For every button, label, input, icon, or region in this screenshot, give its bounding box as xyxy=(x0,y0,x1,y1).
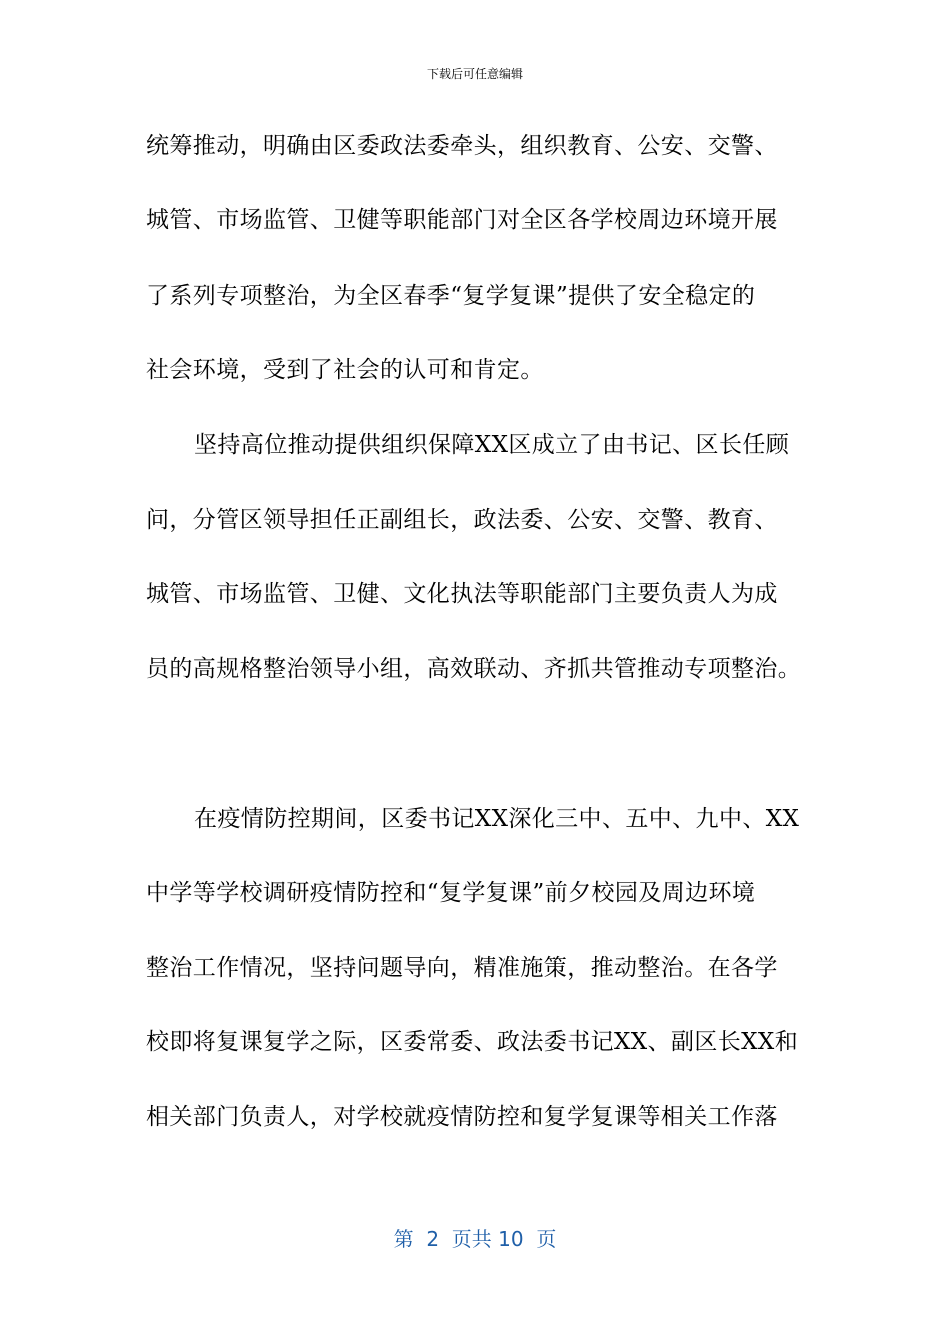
text-line: 整治工作情况，坚持问题导向，精准施策，推动整治。在各学 xyxy=(146,955,778,981)
paragraph-first-line: 在疫情防控期间，区委书记XX深化三中、五中、九中、XX xyxy=(194,806,800,832)
text-line: 城管、市场监管、卫健等职能部门对全区各学校周边环境开展 xyxy=(146,207,778,233)
text-line: 相关部门负责人，对学校就疫情防控和复学复课等相关工作落 xyxy=(146,1104,778,1130)
page-number-footer: 第 2 页共 10 页 xyxy=(393,1227,557,1251)
text-line: 问，分管区领导担任正副组长，政法委、公安、交警、教育、 xyxy=(146,507,778,533)
text-line: 城管、市场监管、卫健、文化执法等职能部门主要负责人为成 xyxy=(146,581,778,607)
page-header: 下载后可任意编辑 xyxy=(426,67,523,81)
text-line: 中学等学校调研疫情防控和“复学复课”前夕校园及周边环境 xyxy=(146,880,756,906)
text-line: 社会环境，受到了社会的认可和肯定。 xyxy=(146,357,544,383)
text-line: 员的高规格整治领导小组，高效联动、齐抓共管推动专项整治。 xyxy=(146,656,802,682)
text-line: 统筹推动，明确由区委政法委牵头，组织教育、公安、交警、 xyxy=(146,133,778,159)
text-line: 校即将复课复学之际，区委常委、政法委书记XX、副区长XX和 xyxy=(146,1029,799,1055)
paragraph-first-line: 坚持高位推动提供组织保障XX区成立了由书记、区长任顾 xyxy=(194,432,790,458)
text-line: 了系列专项整治，为全区春季“复学复课”提供了安全稳定的 xyxy=(146,283,756,309)
